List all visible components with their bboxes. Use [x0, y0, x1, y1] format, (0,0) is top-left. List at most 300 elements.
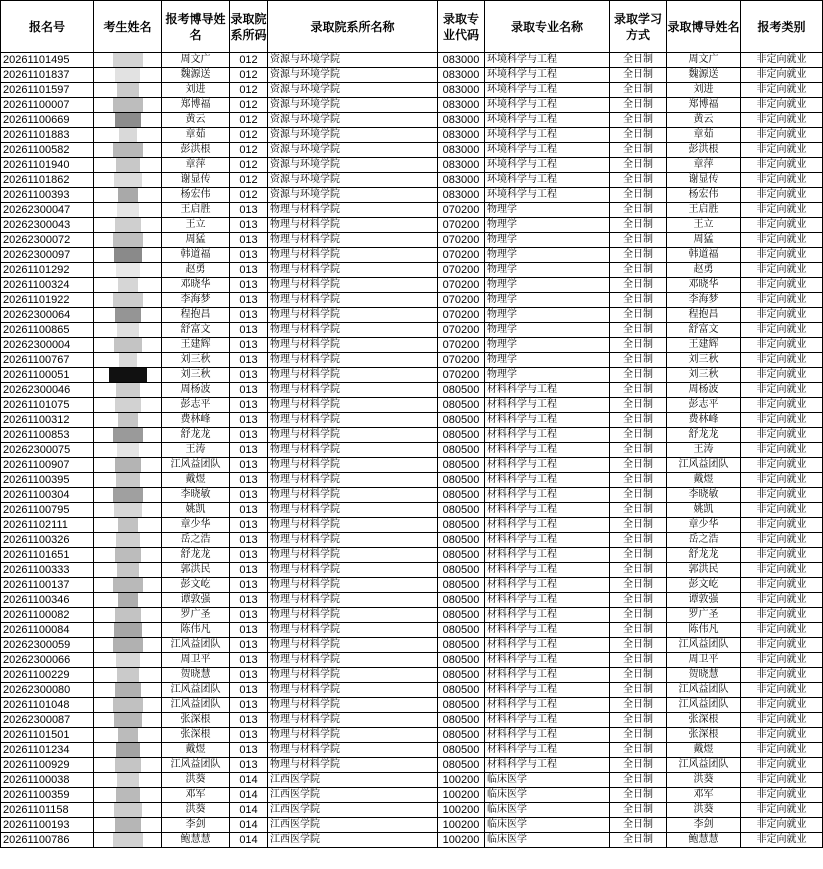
cell-major-name: 材料科学与工程 — [485, 428, 610, 443]
cell-dept-name: 物理与材料学院 — [268, 758, 438, 773]
cell-candidate-name — [94, 98, 162, 113]
cell-dept-name: 物理与材料学院 — [268, 353, 438, 368]
cell-category: 非定向就业 — [741, 698, 823, 713]
cell-dept-code: 013 — [230, 683, 268, 698]
cell-study-mode: 全日制 — [610, 788, 667, 803]
cell-dept-name: 物理与材料学院 — [268, 368, 438, 383]
cell-major-code: 080500 — [438, 458, 485, 473]
cell-major-code: 080500 — [438, 533, 485, 548]
cell-candidate-name — [94, 488, 162, 503]
cell-admitted-supervisor: 杨宏伟 — [667, 188, 741, 203]
cell-applied-supervisor: 李晓敏 — [162, 488, 230, 503]
cell-candidate-name — [94, 233, 162, 248]
cell-applied-supervisor: 谭敦强 — [162, 593, 230, 608]
cell-candidate-name — [94, 653, 162, 668]
cell-category: 非定向就业 — [741, 188, 823, 203]
cell-registration-no: 20261100082 — [1, 608, 94, 623]
cell-dept-name: 物理与材料学院 — [268, 293, 438, 308]
cell-study-mode: 全日制 — [610, 98, 667, 113]
cell-dept-name: 资源与环境学院 — [268, 128, 438, 143]
cell-dept-code: 013 — [230, 563, 268, 578]
cell-candidate-name — [94, 188, 162, 203]
cell-admitted-supervisor: 贺晓慧 — [667, 668, 741, 683]
cell-major-name: 材料科学与工程 — [485, 563, 610, 578]
cell-major-name: 环境科学与工程 — [485, 188, 610, 203]
cell-admitted-supervisor: 郭洪民 — [667, 563, 741, 578]
redacted-name-block — [115, 113, 141, 127]
table-row — [1, 563, 823, 578]
redacted-name-block — [115, 548, 141, 562]
cell-major-code: 070200 — [438, 293, 485, 308]
cell-study-mode: 全日制 — [610, 593, 667, 608]
cell-major-code: 080500 — [438, 383, 485, 398]
cell-major-code: 070200 — [438, 263, 485, 278]
cell-major-name: 物理学 — [485, 323, 610, 338]
table-row — [1, 653, 823, 668]
cell-admitted-supervisor: 江风益团队 — [667, 698, 741, 713]
cell-major-code: 080500 — [438, 443, 485, 458]
cell-study-mode: 全日制 — [610, 413, 667, 428]
cell-major-name: 环境科学与工程 — [485, 143, 610, 158]
cell-dept-name: 资源与环境学院 — [268, 173, 438, 188]
cell-candidate-name — [94, 203, 162, 218]
cell-major-name: 临床医学 — [485, 788, 610, 803]
cell-registration-no: 20261101501 — [1, 728, 94, 743]
redacted-name-block — [109, 368, 147, 382]
cell-candidate-name — [94, 53, 162, 68]
cell-major-name: 临床医学 — [485, 818, 610, 833]
cell-applied-supervisor: 江风益团队 — [162, 698, 230, 713]
cell-study-mode: 全日制 — [610, 188, 667, 203]
cell-applied-supervisor: 刘三秋 — [162, 368, 230, 383]
table-row — [1, 638, 823, 653]
cell-candidate-name — [94, 728, 162, 743]
redacted-name-block — [115, 758, 141, 772]
table-row — [1, 188, 823, 203]
cell-category: 非定向就业 — [741, 638, 823, 653]
cell-major-code: 083000 — [438, 83, 485, 98]
cell-major-name: 材料科学与工程 — [485, 548, 610, 563]
cell-major-code: 083000 — [438, 113, 485, 128]
cell-registration-no: 20261100669 — [1, 113, 94, 128]
cell-category: 非定向就业 — [741, 263, 823, 278]
cell-major-name: 临床医学 — [485, 773, 610, 788]
cell-candidate-name — [94, 368, 162, 383]
cell-major-code: 080500 — [438, 638, 485, 653]
cell-dept-name: 江西医学院 — [268, 818, 438, 833]
cell-study-mode: 全日制 — [610, 158, 667, 173]
cell-applied-supervisor: 舒富文 — [162, 323, 230, 338]
cell-dept-name: 物理与材料学院 — [268, 338, 438, 353]
cell-dept-code: 013 — [230, 653, 268, 668]
table-row — [1, 413, 823, 428]
cell-applied-supervisor: 姚凯 — [162, 503, 230, 518]
cell-dept-code: 013 — [230, 308, 268, 323]
cell-dept-name: 物理与材料学院 — [268, 263, 438, 278]
cell-category: 非定向就业 — [741, 323, 823, 338]
cell-dept-name: 江西医学院 — [268, 773, 438, 788]
cell-category: 非定向就业 — [741, 128, 823, 143]
cell-study-mode: 全日制 — [610, 53, 667, 68]
cell-dept-name: 物理与材料学院 — [268, 623, 438, 638]
cell-category: 非定向就业 — [741, 233, 823, 248]
table-row — [1, 143, 823, 158]
cell-dept-code: 013 — [230, 743, 268, 758]
cell-major-name: 材料科学与工程 — [485, 473, 610, 488]
cell-major-name: 材料科学与工程 — [485, 728, 610, 743]
cell-admitted-supervisor: 戴煜 — [667, 473, 741, 488]
redacted-name-block — [116, 653, 140, 667]
cell-candidate-name — [94, 773, 162, 788]
cell-dept-code: 013 — [230, 383, 268, 398]
cell-major-name: 物理学 — [485, 368, 610, 383]
cell-applied-supervisor: 周猛 — [162, 233, 230, 248]
cell-category: 非定向就业 — [741, 398, 823, 413]
cell-study-mode: 全日制 — [610, 773, 667, 788]
cell-candidate-name — [94, 593, 162, 608]
table-row — [1, 623, 823, 638]
cell-study-mode: 全日制 — [610, 113, 667, 128]
cell-dept-code: 013 — [230, 443, 268, 458]
cell-dept-code: 013 — [230, 203, 268, 218]
cell-study-mode: 全日制 — [610, 758, 667, 773]
cell-admitted-supervisor: 陈伟凡 — [667, 623, 741, 638]
redacted-name-block — [115, 818, 141, 832]
cell-category: 非定向就业 — [741, 308, 823, 323]
cell-registration-no: 20261100929 — [1, 758, 94, 773]
redacted-name-block — [118, 593, 138, 607]
cell-dept-code: 013 — [230, 698, 268, 713]
cell-major-code: 080500 — [438, 728, 485, 743]
cell-dept-code: 012 — [230, 68, 268, 83]
cell-major-name: 环境科学与工程 — [485, 158, 610, 173]
cell-candidate-name — [94, 68, 162, 83]
cell-dept-name: 物理与材料学院 — [268, 668, 438, 683]
cell-registration-no: 20261100786 — [1, 833, 94, 848]
header-dept-name: 录取院系所名称 — [268, 1, 438, 53]
cell-study-mode: 全日制 — [610, 248, 667, 263]
cell-study-mode: 全日制 — [610, 308, 667, 323]
cell-dept-code: 012 — [230, 143, 268, 158]
table-body — [1, 53, 823, 848]
cell-candidate-name — [94, 128, 162, 143]
cell-registration-no: 20261100359 — [1, 788, 94, 803]
table-row — [1, 428, 823, 443]
cell-study-mode: 全日制 — [610, 818, 667, 833]
redacted-name-block — [118, 728, 138, 742]
cell-candidate-name — [94, 383, 162, 398]
cell-admitted-supervisor: 张深根 — [667, 713, 741, 728]
table-row — [1, 68, 823, 83]
cell-registration-no: 20262300046 — [1, 383, 94, 398]
cell-category: 非定向就业 — [741, 383, 823, 398]
cell-applied-supervisor: 谢显传 — [162, 173, 230, 188]
cell-study-mode: 全日制 — [610, 233, 667, 248]
cell-applied-supervisor: 周杨波 — [162, 383, 230, 398]
cell-dept-code: 013 — [230, 473, 268, 488]
cell-dept-code: 013 — [230, 398, 268, 413]
cell-dept-name: 物理与材料学院 — [268, 608, 438, 623]
cell-dept-code: 013 — [230, 593, 268, 608]
cell-applied-supervisor: 江风益团队 — [162, 638, 230, 653]
table-row — [1, 458, 823, 473]
table-row — [1, 773, 823, 788]
cell-study-mode: 全日制 — [610, 518, 667, 533]
cell-applied-supervisor: 彭文屹 — [162, 578, 230, 593]
redacted-name-block — [114, 503, 142, 517]
cell-admitted-supervisor: 彭志平 — [667, 398, 741, 413]
cell-admitted-supervisor: 戴煜 — [667, 743, 741, 758]
cell-major-code: 080500 — [438, 623, 485, 638]
cell-major-code: 080500 — [438, 743, 485, 758]
cell-candidate-name — [94, 668, 162, 683]
cell-candidate-name — [94, 788, 162, 803]
cell-dept-code: 012 — [230, 98, 268, 113]
cell-applied-supervisor: 杨宏伟 — [162, 188, 230, 203]
cell-dept-code: 013 — [230, 338, 268, 353]
redacted-name-block — [113, 53, 143, 67]
table-row — [1, 833, 823, 848]
cell-major-name: 材料科学与工程 — [485, 398, 610, 413]
cell-major-name: 材料科学与工程 — [485, 743, 610, 758]
cell-candidate-name — [94, 308, 162, 323]
cell-applied-supervisor: 郑博福 — [162, 98, 230, 113]
cell-applied-supervisor: 鲍慧慧 — [162, 833, 230, 848]
redacted-name-block — [116, 383, 140, 397]
cell-registration-no: 20261101940 — [1, 158, 94, 173]
cell-category: 非定向就业 — [741, 563, 823, 578]
cell-applied-supervisor: 王建辉 — [162, 338, 230, 353]
cell-major-name: 环境科学与工程 — [485, 83, 610, 98]
cell-study-mode: 全日制 — [610, 203, 667, 218]
redacted-name-block — [115, 608, 141, 622]
cell-admitted-supervisor: 魏源送 — [667, 68, 741, 83]
cell-major-code: 083000 — [438, 98, 485, 113]
cell-dept-name: 物理与材料学院 — [268, 593, 438, 608]
redacted-name-block — [115, 218, 141, 232]
cell-admitted-supervisor: 江风益团队 — [667, 638, 741, 653]
cell-applied-supervisor: 王启胜 — [162, 203, 230, 218]
cell-dept-name: 物理与材料学院 — [268, 713, 438, 728]
cell-major-name: 材料科学与工程 — [485, 638, 610, 653]
cell-registration-no: 20262300047 — [1, 203, 94, 218]
cell-registration-no: 20261100007 — [1, 98, 94, 113]
cell-dept-name: 物理与材料学院 — [268, 233, 438, 248]
table-row — [1, 203, 823, 218]
cell-category: 非定向就业 — [741, 488, 823, 503]
cell-category: 非定向就业 — [741, 293, 823, 308]
redacted-name-block — [113, 233, 143, 247]
cell-applied-supervisor: 黄云 — [162, 113, 230, 128]
cell-category: 非定向就业 — [741, 413, 823, 428]
cell-admitted-supervisor: 李剑 — [667, 818, 741, 833]
cell-study-mode: 全日制 — [610, 668, 667, 683]
header-admitted-supervisor: 录取博导姓名 — [667, 1, 741, 53]
cell-applied-supervisor: 邓军 — [162, 788, 230, 803]
table-row — [1, 788, 823, 803]
cell-applied-supervisor: 洪葵 — [162, 773, 230, 788]
cell-registration-no: 20262300066 — [1, 653, 94, 668]
cell-category: 非定向就业 — [741, 248, 823, 263]
cell-dept-name: 物理与材料学院 — [268, 278, 438, 293]
redacted-name-block — [113, 638, 143, 652]
redacted-name-block — [117, 668, 139, 682]
cell-study-mode: 全日制 — [610, 428, 667, 443]
cell-dept-name: 物理与材料学院 — [268, 698, 438, 713]
cell-candidate-name — [94, 248, 162, 263]
cell-dept-code: 013 — [230, 488, 268, 503]
cell-major-code: 070200 — [438, 338, 485, 353]
cell-admitted-supervisor: 费林峰 — [667, 413, 741, 428]
cell-dept-name: 资源与环境学院 — [268, 143, 438, 158]
cell-dept-code: 014 — [230, 818, 268, 833]
cell-admitted-supervisor: 周杨波 — [667, 383, 741, 398]
cell-candidate-name — [94, 503, 162, 518]
cell-category: 非定向就业 — [741, 53, 823, 68]
cell-major-code: 070200 — [438, 233, 485, 248]
redacted-name-block — [114, 248, 142, 262]
cell-registration-no: 20261100051 — [1, 368, 94, 383]
cell-major-name: 环境科学与工程 — [485, 113, 610, 128]
header-category: 报考类别 — [741, 1, 823, 53]
cell-major-code: 070200 — [438, 368, 485, 383]
cell-dept-name: 江西医学院 — [268, 788, 438, 803]
redacted-name-block — [118, 278, 138, 292]
table-row — [1, 818, 823, 833]
cell-registration-no: 20262300072 — [1, 233, 94, 248]
cell-dept-code: 014 — [230, 788, 268, 803]
table-row — [1, 158, 823, 173]
redacted-name-block — [113, 143, 143, 157]
cell-category: 非定向就业 — [741, 368, 823, 383]
cell-study-mode: 全日制 — [610, 353, 667, 368]
cell-category: 非定向就业 — [741, 818, 823, 833]
redacted-name-block — [113, 488, 143, 502]
cell-admitted-supervisor: 舒龙龙 — [667, 548, 741, 563]
cell-category: 非定向就业 — [741, 713, 823, 728]
cell-major-name: 材料科学与工程 — [485, 578, 610, 593]
cell-admitted-supervisor: 刘进 — [667, 83, 741, 98]
cell-major-code: 080500 — [438, 698, 485, 713]
cell-major-code: 070200 — [438, 218, 485, 233]
redacted-name-block — [115, 683, 141, 697]
cell-applied-supervisor: 邓晓华 — [162, 278, 230, 293]
cell-study-mode: 全日制 — [610, 458, 667, 473]
cell-dept-code: 013 — [230, 428, 268, 443]
cell-dept-code: 013 — [230, 548, 268, 563]
table-row — [1, 383, 823, 398]
cell-dept-code: 012 — [230, 53, 268, 68]
cell-admitted-supervisor: 郑博福 — [667, 98, 741, 113]
cell-candidate-name — [94, 278, 162, 293]
cell-major-code: 100200 — [438, 833, 485, 848]
cell-study-mode: 全日制 — [610, 743, 667, 758]
redacted-name-block — [119, 128, 137, 142]
cell-admitted-supervisor: 章少华 — [667, 518, 741, 533]
cell-major-code: 083000 — [438, 173, 485, 188]
table-row — [1, 368, 823, 383]
cell-applied-supervisor: 刘三秋 — [162, 353, 230, 368]
redacted-name-block — [113, 293, 143, 307]
cell-candidate-name — [94, 608, 162, 623]
cell-major-name: 材料科学与工程 — [485, 518, 610, 533]
cell-dept-code: 013 — [230, 413, 268, 428]
redacted-name-block — [117, 443, 139, 457]
cell-dept-code: 014 — [230, 803, 268, 818]
cell-dept-code: 013 — [230, 518, 268, 533]
cell-candidate-name — [94, 638, 162, 653]
cell-admitted-supervisor: 程抱昌 — [667, 308, 741, 323]
table-row — [1, 578, 823, 593]
cell-major-name: 物理学 — [485, 263, 610, 278]
cell-major-code: 080500 — [438, 473, 485, 488]
cell-admitted-supervisor: 李晓敏 — [667, 488, 741, 503]
cell-applied-supervisor: 贺晓慧 — [162, 668, 230, 683]
cell-dept-code: 012 — [230, 113, 268, 128]
cell-dept-name: 物理与材料学院 — [268, 248, 438, 263]
cell-category: 非定向就业 — [741, 278, 823, 293]
cell-applied-supervisor: 章茹 — [162, 128, 230, 143]
cell-registration-no: 20262300097 — [1, 248, 94, 263]
cell-major-code: 070200 — [438, 323, 485, 338]
cell-dept-code: 013 — [230, 368, 268, 383]
cell-admitted-supervisor: 韩道福 — [667, 248, 741, 263]
cell-major-name: 材料科学与工程 — [485, 668, 610, 683]
cell-major-code: 083000 — [438, 188, 485, 203]
cell-dept-code: 013 — [230, 623, 268, 638]
cell-study-mode: 全日制 — [610, 833, 667, 848]
header-row — [1, 1, 823, 53]
cell-dept-name: 物理与材料学院 — [268, 728, 438, 743]
cell-study-mode: 全日制 — [610, 368, 667, 383]
cell-registration-no: 20261101837 — [1, 68, 94, 83]
cell-category: 非定向就业 — [741, 743, 823, 758]
cell-applied-supervisor: 彭志平 — [162, 398, 230, 413]
cell-major-name: 环境科学与工程 — [485, 173, 610, 188]
cell-category: 非定向就业 — [741, 608, 823, 623]
cell-registration-no: 20261101922 — [1, 293, 94, 308]
cell-candidate-name — [94, 293, 162, 308]
cell-study-mode: 全日制 — [610, 653, 667, 668]
cell-major-name: 材料科学与工程 — [485, 713, 610, 728]
cell-registration-no: 20261100038 — [1, 773, 94, 788]
cell-registration-no: 20261100084 — [1, 623, 94, 638]
cell-applied-supervisor: 王涛 — [162, 443, 230, 458]
redacted-name-block — [114, 338, 142, 352]
table-row — [1, 308, 823, 323]
cell-major-name: 环境科学与工程 — [485, 128, 610, 143]
redacted-name-block — [113, 833, 143, 847]
cell-major-name: 物理学 — [485, 338, 610, 353]
redacted-name-block — [113, 98, 143, 112]
cell-study-mode: 全日制 — [610, 128, 667, 143]
redacted-name-block — [118, 188, 138, 202]
cell-dept-code: 013 — [230, 248, 268, 263]
cell-dept-code: 013 — [230, 713, 268, 728]
cell-registration-no: 20261101234 — [1, 743, 94, 758]
cell-candidate-name — [94, 743, 162, 758]
cell-major-code: 070200 — [438, 308, 485, 323]
cell-dept-name: 资源与环境学院 — [268, 113, 438, 128]
cell-admitted-supervisor: 周文广 — [667, 53, 741, 68]
cell-candidate-name — [94, 818, 162, 833]
cell-major-name: 材料科学与工程 — [485, 443, 610, 458]
cell-category: 非定向就业 — [741, 338, 823, 353]
cell-category: 非定向就业 — [741, 773, 823, 788]
cell-applied-supervisor: 张深根 — [162, 728, 230, 743]
cell-dept-code: 013 — [230, 458, 268, 473]
cell-study-mode: 全日制 — [610, 533, 667, 548]
